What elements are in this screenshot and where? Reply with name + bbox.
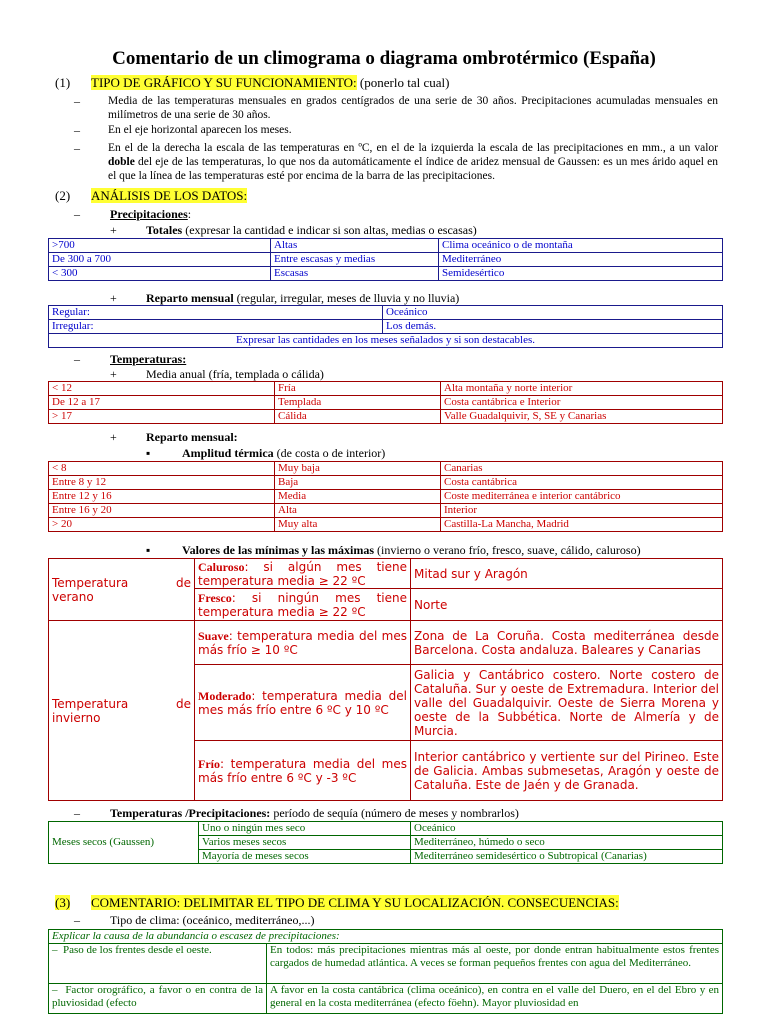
media-cell: Cálida <box>275 410 441 424</box>
amplitud-cell: Entre 16 y 20 <box>49 504 275 518</box>
totales-cell: Entre escasas y medias <box>271 253 439 267</box>
media-cell: Fría <box>275 382 441 396</box>
section-3-number <box>55 896 70 910</box>
reparto-label <box>146 291 459 305</box>
totales-text: Totales <box>146 223 183 237</box>
verano-label: Temperatura de verano <box>49 559 195 621</box>
totales-cell: Altas <box>271 239 439 253</box>
valor-term: Fresco <box>198 590 232 605</box>
amplitud-row <box>49 518 723 532</box>
temperaturas-text: Temperaturas: <box>110 352 187 366</box>
valores-text: Valores de las mínimas y las máximas <box>182 543 375 557</box>
amplitud-label <box>182 446 385 460</box>
media-cell: De 12 a 17 <box>49 396 275 410</box>
reparto-footer: Expresar las cantidades en los meses señalados y si son destacables. <box>49 334 723 348</box>
bullet-plus: + <box>110 367 117 381</box>
causa-2 <box>49 984 267 1014</box>
explicacion-2: A favor en la costa cantábrica (clima oceánico), en contra en el valle del Duero, en el del Ebro y en general en la costa mediterránea (efecto föehn). Mayor pluviosidad en <box>267 984 723 1014</box>
amplitud-cell: < 8 <box>49 462 275 476</box>
amplitud-cell: > 20 <box>49 518 275 532</box>
valor-term: Caluroso <box>198 559 245 574</box>
bullet-dash: – <box>52 984 58 996</box>
amplitud-cell: Alta <box>275 504 441 518</box>
invierno-label: Temperatura de invierno <box>49 621 195 801</box>
secos-cell: Mayoría de meses secos <box>199 850 411 864</box>
zona-frio: Interior cantábrico y vertiente sur del Pirineo. Este de Galicia. Ambas submesetas, Aragón y oeste de Cataluña. Este de Jaén y de Granada. <box>411 741 723 801</box>
reparto-cell: Oceánico <box>383 306 723 320</box>
tp-note: período de sequía (número de meses y nombrarlos) <box>273 806 519 820</box>
media-cell: Alta montaña y norte interior <box>441 382 723 396</box>
valor-moderado <box>195 665 411 741</box>
secos-row <box>49 822 723 836</box>
precipitaciones-text: Precipitaciones <box>110 207 188 221</box>
totales-note: (expresar la cantidad e indicar si son altas, medias o escasas) <box>185 223 477 237</box>
media-cell: > 17 <box>49 410 275 424</box>
totales-cell: Escasas <box>271 267 439 281</box>
bullet-dash: – <box>74 141 80 155</box>
valor-desc: : temperatura media del mes más frío entre 6 ºC y 10 ºC <box>198 688 407 717</box>
amplitud-table <box>48 461 723 532</box>
valor-desc: : temperatura media del mes más frío entre 6 ºC y -3 ºC <box>198 756 407 785</box>
valor-term: Suave <box>198 628 229 643</box>
amplitud-cell: Entre 8 y 12 <box>49 476 275 490</box>
section-1-heading <box>91 76 449 90</box>
bullet-plus: + <box>110 430 117 444</box>
amplitud-cell: Muy baja <box>275 462 441 476</box>
bullet-dash: – <box>74 352 80 366</box>
causas-table <box>48 929 723 1014</box>
bullet-plus: + <box>110 291 117 305</box>
totales-row <box>49 239 723 253</box>
media-cell: Costa cantábrica e Interior <box>441 396 723 410</box>
totales-row <box>49 253 723 267</box>
section-1-bullet-3 <box>108 141 718 183</box>
media-cell: Templada <box>275 396 441 410</box>
media-anual-table <box>48 381 723 424</box>
totales-cell: Clima oceánico o de montaña <box>439 239 723 253</box>
section-3-heading <box>91 896 619 910</box>
amplitud-text: Amplitud térmica <box>182 446 274 460</box>
amplitud-cell: Canarias <box>441 462 723 476</box>
valor-frio <box>195 741 411 801</box>
valor-caluroso <box>195 559 411 589</box>
tp-text: Temperaturas /Precipitaciones: <box>110 806 271 820</box>
valores-note: (invierno o verano frío, fresco, suave, cálido, caluroso) <box>377 543 641 557</box>
media-row <box>49 410 723 424</box>
bullet-dash: – <box>74 94 80 108</box>
section-1-bullet-1: Media de las temperaturas mensuales en grados centígrados de una serie de 30 años. Precipitaciones acumuladas mensuales en milímetros de una serie de 30 años. <box>108 95 718 121</box>
section-2-heading <box>91 189 247 203</box>
totales-cell: De 300 a 700 <box>49 253 271 267</box>
bullet-3-text-a: En el de la derecha la escala de las temperaturas en ºC, en el de la izquierda la escala de las precipitaciones en mm., a un valor <box>108 142 718 154</box>
valor-fresco <box>195 589 411 621</box>
reparto-table <box>48 305 723 348</box>
zona-fresco: Norte <box>411 589 723 621</box>
amplitud-cell: Costa cantábrica <box>441 476 723 490</box>
valores-table <box>48 558 723 801</box>
section-1-bullet-2: En el eje horizontal aparecen los meses. <box>108 124 292 136</box>
totales-cell: Mediterráneo <box>439 253 723 267</box>
reparto-t-text: Reparto mensual: <box>146 430 238 444</box>
amplitud-row <box>49 504 723 518</box>
bullet-plus: + <box>110 223 117 237</box>
bullet-square: ▪ <box>146 543 151 557</box>
document-title: Comentario de un climograma o diagrama ombrotérmico (España) <box>112 48 656 69</box>
amplitud-row <box>49 490 723 504</box>
valor-desc: : si algún mes tiene temperatura media ≥ 22 ºC <box>198 559 407 588</box>
secos-cell: Mediterráneo, húmedo o seco <box>411 836 723 850</box>
section-2-heading-text: ANÁLISIS DE LOS DATOS: <box>91 188 248 203</box>
media-cell: < 12 <box>49 382 275 396</box>
media-row <box>49 396 723 410</box>
temp-precip-label <box>110 806 519 820</box>
valor-term: Moderado <box>198 688 252 703</box>
bullet-3-bold: doble <box>108 156 135 168</box>
precipitaciones-label: Precipitaciones: <box>110 207 192 221</box>
temperaturas-label <box>110 352 186 366</box>
reparto-cell: Los demás. <box>383 320 723 334</box>
amplitud-cell: Muy alta <box>275 518 441 532</box>
totales-cell: Semidesértico <box>439 267 723 281</box>
totales-label <box>146 223 477 237</box>
section-1-number: (1) <box>55 75 71 90</box>
secos-cell: Oceánico <box>411 822 723 836</box>
totales-cell: >700 <box>49 239 271 253</box>
section-3-heading-text: COMENTARIO: DELIMITAR EL TIPO DE CLIMA Y SU LOCALIZACIÓN. CONSECUENCIAS: <box>91 895 619 910</box>
valor-desc: : temperatura media del mes más frío ≥ 10 ºC <box>198 628 407 657</box>
media-row <box>49 382 723 396</box>
section-1-note: (ponerlo tal cual) <box>359 75 450 90</box>
explicar-row: Explicar la causa de la abundancia o escasez de precipitaciones: <box>49 930 723 944</box>
bullet-square: ▪ <box>146 446 151 460</box>
bullet-dash: – <box>52 944 58 956</box>
explicacion-1: En todos: más precipitaciones mientras más al oeste, por donde entran habitualmente estos frentes cargados de humedad atlántica. A veces se forman pequeños frentes con agua del Mediterráneo. <box>267 944 723 984</box>
bullet-dash: – <box>74 806 80 820</box>
section-3-number-text: (3) <box>55 895 71 910</box>
reparto-mensual-temp-label <box>146 430 238 444</box>
secos-cell: Varios meses secos <box>199 836 411 850</box>
reparto-text: Reparto mensual <box>146 291 234 305</box>
media-cell: Valle Guadalquivir, S, SE y Canarias <box>441 410 723 424</box>
amplitud-row <box>49 462 723 476</box>
zona-moderado: Galicia y Cantábrico costero. Norte costero de Cataluña. Sur y oeste de Extremadura. Interior del valle del Guadalquivir. Oeste de Sierra Morena y oeste de la Subbética. Norte de Almería y de Murcia. <box>411 665 723 741</box>
bullet-dash: – <box>74 123 80 137</box>
valor-suave <box>195 621 411 665</box>
reparto-cell: Regular: <box>49 306 383 320</box>
totales-cell: < 300 <box>49 267 271 281</box>
media-anual-label: Media anual (fría, templada o cálida) <box>146 367 324 381</box>
meses-secos-table <box>48 821 723 864</box>
meses-secos-label: Meses secos (Gaussen) <box>49 822 199 864</box>
bullet-dash: – <box>74 207 80 221</box>
causa-2-text: Factor orográfico, a favor o en contra de la pluviosidad (efecto <box>52 984 263 1009</box>
reparto-row <box>49 306 723 320</box>
reparto-note: (regular, irregular, meses de lluvia y no lluvia) <box>236 291 460 305</box>
valor-desc: : si ningún mes tiene temperatura media ≥ 22 ºC <box>198 590 407 619</box>
valor-term: Frío <box>198 756 220 771</box>
secos-cell: Uno o ningún mes seco <box>199 822 411 836</box>
amplitud-cell: Coste mediterránea e interior cantábrico <box>441 490 723 504</box>
totales-table <box>48 238 723 281</box>
zona-caluroso: Mitad sur y Aragón <box>411 559 723 589</box>
causa-1-text: Paso de los frentes desde el oeste. <box>63 944 212 956</box>
tipo-clima-label: Tipo de clima: (oceánico, mediterráneo,...) <box>110 913 315 927</box>
totales-row <box>49 267 723 281</box>
amplitud-row <box>49 476 723 490</box>
amplitud-note: (de costa o de interior) <box>276 446 386 460</box>
amplitud-cell: Media <box>275 490 441 504</box>
causa-1 <box>49 944 267 984</box>
reparto-row <box>49 320 723 334</box>
amplitud-cell: Entre 12 y 16 <box>49 490 275 504</box>
zona-suave: Zona de La Coruña. Costa mediterránea desde Barcelona. Costa andaluza. Baleares y Canarias <box>411 621 723 665</box>
valores-label <box>182 543 641 557</box>
bullet-dash: – <box>74 913 80 927</box>
section-1-heading-text: TIPO DE GRÁFICO Y SU FUNCIONAMIENTO: <box>91 75 357 90</box>
bullet-3-text-b: del eje de las temperaturas, lo que nos da automáticamente el índice de aridez mensual de Gaussen: es un mes árido aquel en el que la línea de las temperaturas esté por encima de la barra de las precipitaciones. <box>108 156 718 182</box>
secos-cell: Mediterráneo semidesértico o Subtropical (Canarias) <box>411 850 723 864</box>
amplitud-cell: Interior <box>441 504 723 518</box>
amplitud-cell: Castilla-La Mancha, Madrid <box>441 518 723 532</box>
section-2-number: (2) <box>55 188 71 203</box>
reparto-cell: Irregular: <box>49 320 383 334</box>
amplitud-cell: Baja <box>275 476 441 490</box>
